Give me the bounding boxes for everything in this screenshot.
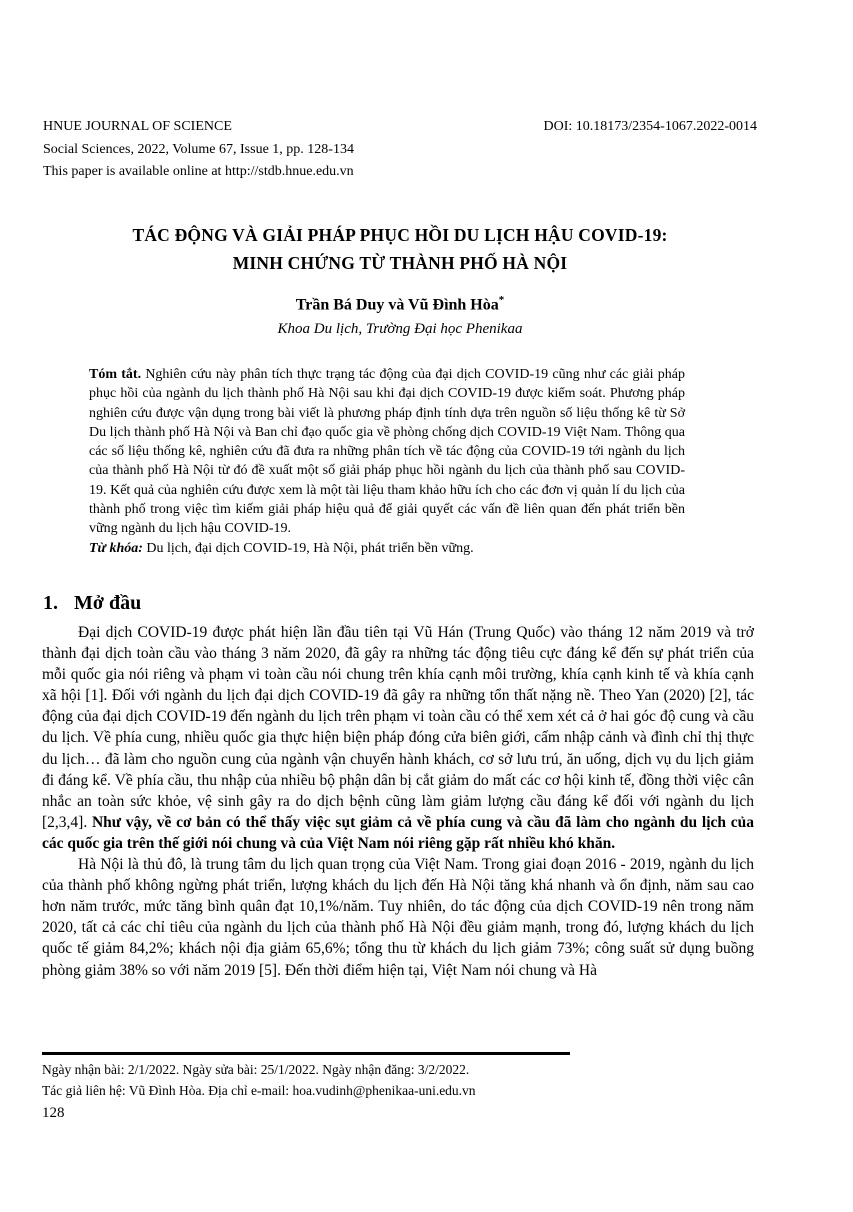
- abstract-paragraph: [89, 365, 685, 539]
- issue-info: Social Sciences, 2022, Volume 67, Issue 1, pp. 128-134: [43, 141, 354, 157]
- paragraph-1-bold: Như vậy, về cơ bản có thể thấy việc sụt giảm cả về phía cung và cầu đã làm cho ngành du lịch của các quốc gia trên thế giới nói chung và của Việt Nam nói riêng gặp rất nhiều khó khăn.: [42, 813, 754, 852]
- paper-title-line1: TÁC ĐỘNG VÀ GIẢI PHÁP PHỤC HỒI DU LỊCH HẬU COVID-19:: [132, 225, 668, 245]
- footnote-dates: Ngày nhận bài: 2/1/2022. Ngày sửa bài: 25/1/2022. Ngày nhận đăng: 3/2/2022.: [42, 1062, 470, 1077]
- abstract-label: Tóm tắt.: [89, 367, 142, 382]
- section-1-body: [42, 622, 754, 981]
- abstract-block: [89, 365, 685, 558]
- section-1-heading: [43, 592, 141, 615]
- keywords-label: Từ khóa:: [89, 540, 143, 556]
- paragraph-1-normal: Đại dịch COVID-19 được phát hiện lần đầu tiên tại Vũ Hán (Trung Quốc) vào tháng 12 năm 2019 và trở thành đại dịch toàn cầu vào tháng 3 năm 2020, đã gây ra những tác động tiêu cực đáng kể đến sự phát triển của mỗi quốc gia nói riêng và phạm vi toàn cầu nói chung trên khía cạnh môi trường, khía cạnh kinh tế và khía cạnh xã hội [1]. Đối với ngành du lịch đại dịch COVID-19 đã gây ra những tổn thất nặng nề. Theo Yan (2020) [2], tác động của đại dịch COVID-19 đến ngành du lịch trên phạm vi toàn cầu có thể xem xét cả ở hai góc độ cung và cầu du lịch. Về phía cung, nhiều quốc gia thực hiện biện pháp đóng cửa biên giới, cấm nhập cảnh và đình chỉ thị thực du lịch… đã làm cho nguồn cung của ngành vận chuyển hành khách, cơ sở lưu trú, ăn uống, dịch vụ du lịch giảm đi đáng kể. Về phía cầu, thu nhập của nhiều bộ phận dân bị cắt giảm do mất các cơ hội kinh tế, đồng thời việc cân nhắc an toàn sức khỏe, vệ sinh gây ra do dịch bệnh cũng làm giảm lượng cầu đáng kể đối với ngành du lịch [2,3,4].: [42, 624, 754, 831]
- affiliation-line: Khoa Du lịch, Trường Đại học Phenikaa: [277, 321, 523, 337]
- corresponding-author-mark: *: [498, 294, 505, 306]
- paper-title: [43, 221, 757, 277]
- availability-note: This paper is available online at http://stdb.hnue.edu.vn: [43, 164, 354, 179]
- paragraph-1: [42, 622, 754, 854]
- keywords-text: Du lịch, đại dịch COVID-19, Hà Nội, phát triển bền vững.: [142, 540, 474, 556]
- footnote-contact: Tác giả liên hệ: Vũ Đình Hòa. Địa chỉ e-mail: hoa.vudinh@phenikaa-uni.edu.vn: [42, 1082, 476, 1098]
- footnote-block: [42, 1052, 754, 1124]
- author-names: Trần Bá Duy và Vũ Đình Hòa: [295, 296, 499, 314]
- paragraph-2: Hà Nội là thủ đô, là trung tâm du lịch quan trọng của Việt Nam. Trong giai đoạn 2016 - 2019, ngành du lịch của thành phố không ngừng phát triển, lượng khách du lịch đến Hà Nội tăng khá nhanh và ổn định, năm sau cao hơn năm trước, mức tăng bình quân đạt 10,1%/năm. Tuy nhiên, do tác động của dịch COVID-19 nên trong năm 2020, tất cả các chỉ tiêu của ngành du lịch của thành phố Hà Nội đều giảm mạnh, trong đó, lượng khách du lịch quốc tế giảm 84,2%; khách nội địa giảm 65,6%; tổng thu từ khách du lịch giảm 73%; công suất sử dụng buồng phòng giảm 38% so với năm 2019 [5]. Đến thời điểm hiện tại, Việt Nam nói chung và Hà: [42, 856, 754, 979]
- keywords-line: [89, 539, 685, 558]
- journal-header: [43, 116, 757, 184]
- journal-name: HNUE JOURNAL OF SCIENCE: [43, 119, 232, 134]
- section-1-title: Mở đầu: [74, 592, 142, 614]
- abstract-text: Nghiên cứu này phân tích thực trạng tác động của đại dịch COVID-19 cũng như các giải pháp phục hồi của ngành du lịch thành phố Hà Nội sau khi đại dịch COVID-19 được kiểm soát. Phương pháp nghiên cứu được vận dụng trong bài viết là phương pháp định tính dựa trên nguồn số liệu thống kê từ Sở Du lịch thành phố Hà Nội và Ban chỉ đạo quốc gia về phòng chống dịch COVID-19 Việt Nam. Thông qua các số liệu thống kê, nghiên cứu đã đưa ra những phân tích về tác động của COVID-19 tới ngành du lịch của thành phố Hà Nội từ đó đề xuất một số giải pháp phục hồi ngành du lịch của thành phố sau COVID-19. Kết quả của nghiên cứu được xem là một tài liệu tham khảo hữu ích cho các đơn vị quản lí du lịch của thành phố trong việc tìm kiếm giải pháp hiệu quả để giải quyết các vấn đề liên quan đến phát triển bền vững ngành du lịch hậu COVID-19.: [89, 367, 685, 537]
- section-1-number: 1.: [43, 592, 58, 614]
- paper-title-line2: MINH CHỨNG TỪ THÀNH PHỐ HÀ NỘI: [232, 253, 568, 273]
- authors-line: [43, 294, 757, 314]
- page-number: 128: [42, 1105, 65, 1121]
- footnote-separator: [42, 1052, 570, 1055]
- doi-text: DOI: 10.18173/2354-1067.2022-0014: [543, 119, 757, 134]
